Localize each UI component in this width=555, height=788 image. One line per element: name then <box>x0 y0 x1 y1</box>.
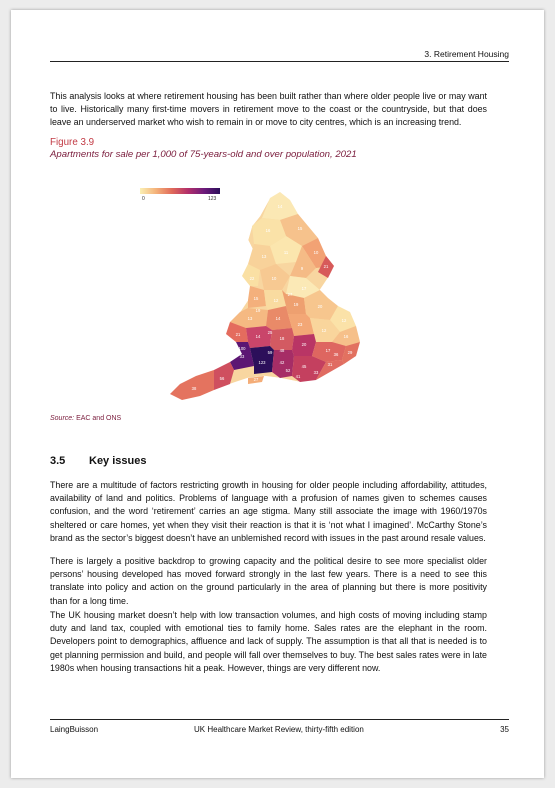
region-label: 31 <box>327 362 333 367</box>
region-label: 12 <box>341 318 347 323</box>
region-label: 15 <box>253 296 259 301</box>
region-label: 18 <box>279 336 285 341</box>
figure-caption: Apartments for sale per 1,000 of 75-years-old and over population, 2021 <box>50 149 357 160</box>
region-label: 9 <box>300 266 304 271</box>
body-paragraph: The UK housing market doesn’t help with low transaction volumes, and high costs of moving including stamp duty and land tax, coupled with emotional ties to family home. Sales rates are the elephant in the room. Developers point to demographics, affluence and lack of supply. The assumption is that all that is needed is to get planning permission and build, and people will fall over themselves to buy. The best sales rates were in late 1980s when housing transactions hit a peak. However, things are very different now. <box>50 610 487 673</box>
region-label: 17 <box>301 286 307 291</box>
region-label: 15 <box>297 226 303 231</box>
region-label: 13 <box>261 254 267 259</box>
region-label: 123 <box>258 360 266 365</box>
region-label: 16 <box>343 334 349 339</box>
legend-max-label: 123 <box>208 196 217 202</box>
body-paragraph: There is largely a positive backdrop to growing capacity and the political desire to see more specialist older persons’ housing developed has moved forward strongly in the last few years. There is a need to see this translate into policy and action on the ground particularly in the area of planning but there is more positivity than for a long time. <box>50 556 487 606</box>
region-label: 12 <box>321 328 327 333</box>
region-label: 56 <box>219 376 225 381</box>
region-label: 20 <box>301 342 307 347</box>
footer-publisher: LaingBuisson <box>50 725 99 734</box>
region-label: 25 <box>267 330 273 335</box>
header-rule <box>50 61 509 62</box>
footer-rule <box>50 719 509 720</box>
region-label: 12 <box>273 298 279 303</box>
region-label: 16 <box>265 228 271 233</box>
source-label: Source: <box>50 415 75 422</box>
page-number: 35 <box>500 725 509 734</box>
region-label: 33 <box>239 354 245 359</box>
region-label: 36 <box>333 352 339 357</box>
region-label: 45 <box>301 364 307 369</box>
region-label: 21 <box>323 264 329 269</box>
running-header: 3. Retirement Housing <box>424 49 509 59</box>
region-label: 17 <box>325 348 331 353</box>
footer-publication: UK Healthcare Market Review, thirty-fifth edition <box>194 725 364 734</box>
source-text: EAC and ONS <box>74 415 122 422</box>
region-label: 41 <box>295 374 301 379</box>
region-label: 29 <box>347 350 353 355</box>
region-label: 38 <box>191 386 197 391</box>
legend-min-label: 0 <box>142 196 145 202</box>
region-label: 42 <box>279 360 285 365</box>
region-label: 14 <box>277 204 283 209</box>
section-number: 3.5 <box>50 455 66 467</box>
region-label: 27 <box>253 377 259 382</box>
region-label: 19 <box>293 302 299 307</box>
figure-source <box>50 415 121 422</box>
intro-paragraph: This analysis looks at where retirement housing has been built rather than where older people live or may want to live. Historically many first-time movers in retirement move to the coast or the countryside, but that does leave an underserved market who wish to remain in or move to city centres, which is an increasing trend. <box>50 91 487 128</box>
region-label: 48 <box>279 348 285 353</box>
region-label: 23 <box>297 322 303 327</box>
region-label: 11 <box>283 250 289 255</box>
region-label: 13 <box>247 316 253 321</box>
england-choropleth-map <box>130 186 380 414</box>
region-label: 21 <box>235 332 241 337</box>
legend-color-scale <box>140 188 220 194</box>
region-label: 22 <box>249 276 255 281</box>
region-label: 27 <box>287 292 293 297</box>
region-label: 100 <box>238 346 246 351</box>
region-label: 52 <box>285 368 291 373</box>
map-legend <box>140 188 220 202</box>
region-label: 14 <box>275 316 281 321</box>
section-title: Key issues <box>89 455 147 467</box>
region-label: 20 <box>317 304 323 309</box>
region-label: 10 <box>313 250 319 255</box>
section-heading <box>50 455 146 467</box>
region-label: 19 <box>255 308 261 313</box>
region-label: 59 <box>267 350 273 355</box>
region-label: 33 <box>313 370 319 375</box>
figure-label: Figure 3.9 <box>50 137 95 148</box>
region-label: 10 <box>271 276 277 281</box>
body-paragraph: There are a multitude of factors restricting growth in housing for older people including affordability, attitudes, availability of land and politics. Problems of language with a profusion of names given to schemes causes confusion, and the word ‘retirement’ carries an age stigma. Many still associate the image with 1960/1970s sheltered or care homes, yet when they visit their reaction is that it is ‘not what I imagined’. McCarthy Stone’s brand as the sector’s biggest doesn’t have an unblemished record with issues in the past around resale values. <box>50 480 487 543</box>
region-label: 14 <box>255 334 261 339</box>
